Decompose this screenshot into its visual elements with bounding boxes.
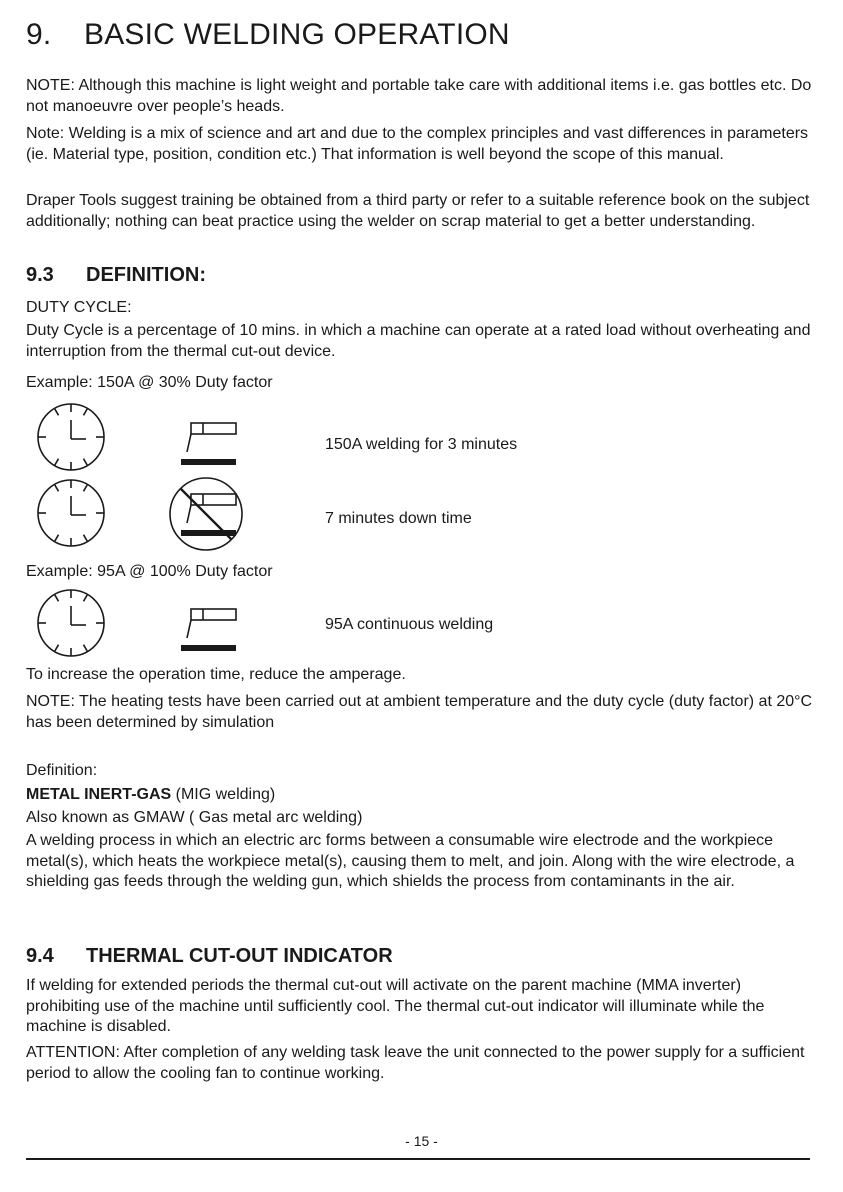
duty-cycle-label: DUTY CYCLE: — [26, 299, 132, 316]
increase-operation-time: To increase the operation time, reduce the amperage. — [26, 666, 406, 683]
section-title: DEFINITION: — [86, 264, 206, 286]
clock-icon — [36, 478, 106, 548]
page-number: - 15 - — [405, 1133, 438, 1149]
intro-note: NOTE: Although this machine is light weight and portable take care with additional items i.e. gas bottles etc. Do not manoeuvre over people’s heads. — [26, 77, 812, 115]
section-number: 9.4 — [26, 945, 54, 967]
example1-row1-label: 150A welding for 3 minutes — [325, 436, 518, 453]
example1-row2-label: 7 minutes down time — [325, 510, 472, 527]
section-title: THERMAL CUT-OUT INDICATOR — [86, 945, 393, 967]
welding-disabled-icon — [168, 476, 246, 552]
section-heading-9-4 — [26, 945, 393, 968]
definition-label: Definition: — [26, 762, 98, 779]
section-heading-9-3 — [26, 264, 206, 287]
mig-suffix: (MIG welding) — [171, 786, 276, 803]
mig-process-description: A welding process in which an electric arc forms between a consumable wire electrode and the workpiece metal(s), which heats the workpiece metal(s), causing them to melt, and join. Along with the wire electrode, a shielding gas feeds through the welding gun, which shields the process from contaminants in the air. — [26, 832, 795, 890]
duty-cycle-definition: Duty Cycle is a percentage of 10 mins. in which a machine can operate at a rated load without overheating and interruption from the thermal cut-out device. — [26, 322, 811, 360]
intro-training-note: Draper Tools suggest training be obtained from a third party or refer to a suitable reference book on the subject additionally; nothing can beat practice using the welder on scrap material to get a better understanding. — [26, 192, 810, 230]
clock-icon — [36, 588, 106, 658]
attention-note: ATTENTION: After completion of any welding task leave the unit connected to the power supply for a sufficient period to allow the cooling fan to continue working. — [26, 1044, 805, 1082]
example-95a: Example: 95A @ 100% Duty factor — [26, 563, 273, 580]
intro-welding-note: Note: Welding is a mix of science and art and due to the complex principles and vast differences in parameters (ie. Material type, position, condition etc.) That information is well beyond the scope of this manual. — [26, 125, 809, 163]
welding-icon — [178, 422, 240, 467]
mig-definition-title — [26, 785, 275, 805]
thermal-cutout-description: If welding for extended periods the thermal cut-out will activate on the parent machine (MMA inverter) prohibiting use of the machine until sufficiently cool. The thermal cut-out indicator will illuminate while the machine is disabled. — [26, 977, 765, 1035]
gmaw-text: Also known as GMAW ( Gas metal arc welding) — [26, 809, 363, 826]
page-title — [26, 18, 510, 52]
example-150a: Example: 150A @ 30% Duty factor — [26, 374, 273, 391]
clock-icon — [36, 402, 106, 472]
example2-row1-label: 95A continuous welding — [325, 616, 494, 633]
mig-term: METAL INERT-GAS — [26, 786, 172, 803]
heating-tests-note: NOTE: The heating tests have been carried out at ambient temperature and the duty cycle (duty factor) at 20°C has been determined by simulation — [26, 693, 813, 731]
welding-icon — [178, 608, 240, 653]
footer-divider — [26, 1158, 810, 1160]
section-title: BASIC WELDING OPERATION — [84, 18, 510, 51]
section-number: 9. — [26, 18, 52, 51]
section-number: 9.3 — [26, 264, 54, 286]
